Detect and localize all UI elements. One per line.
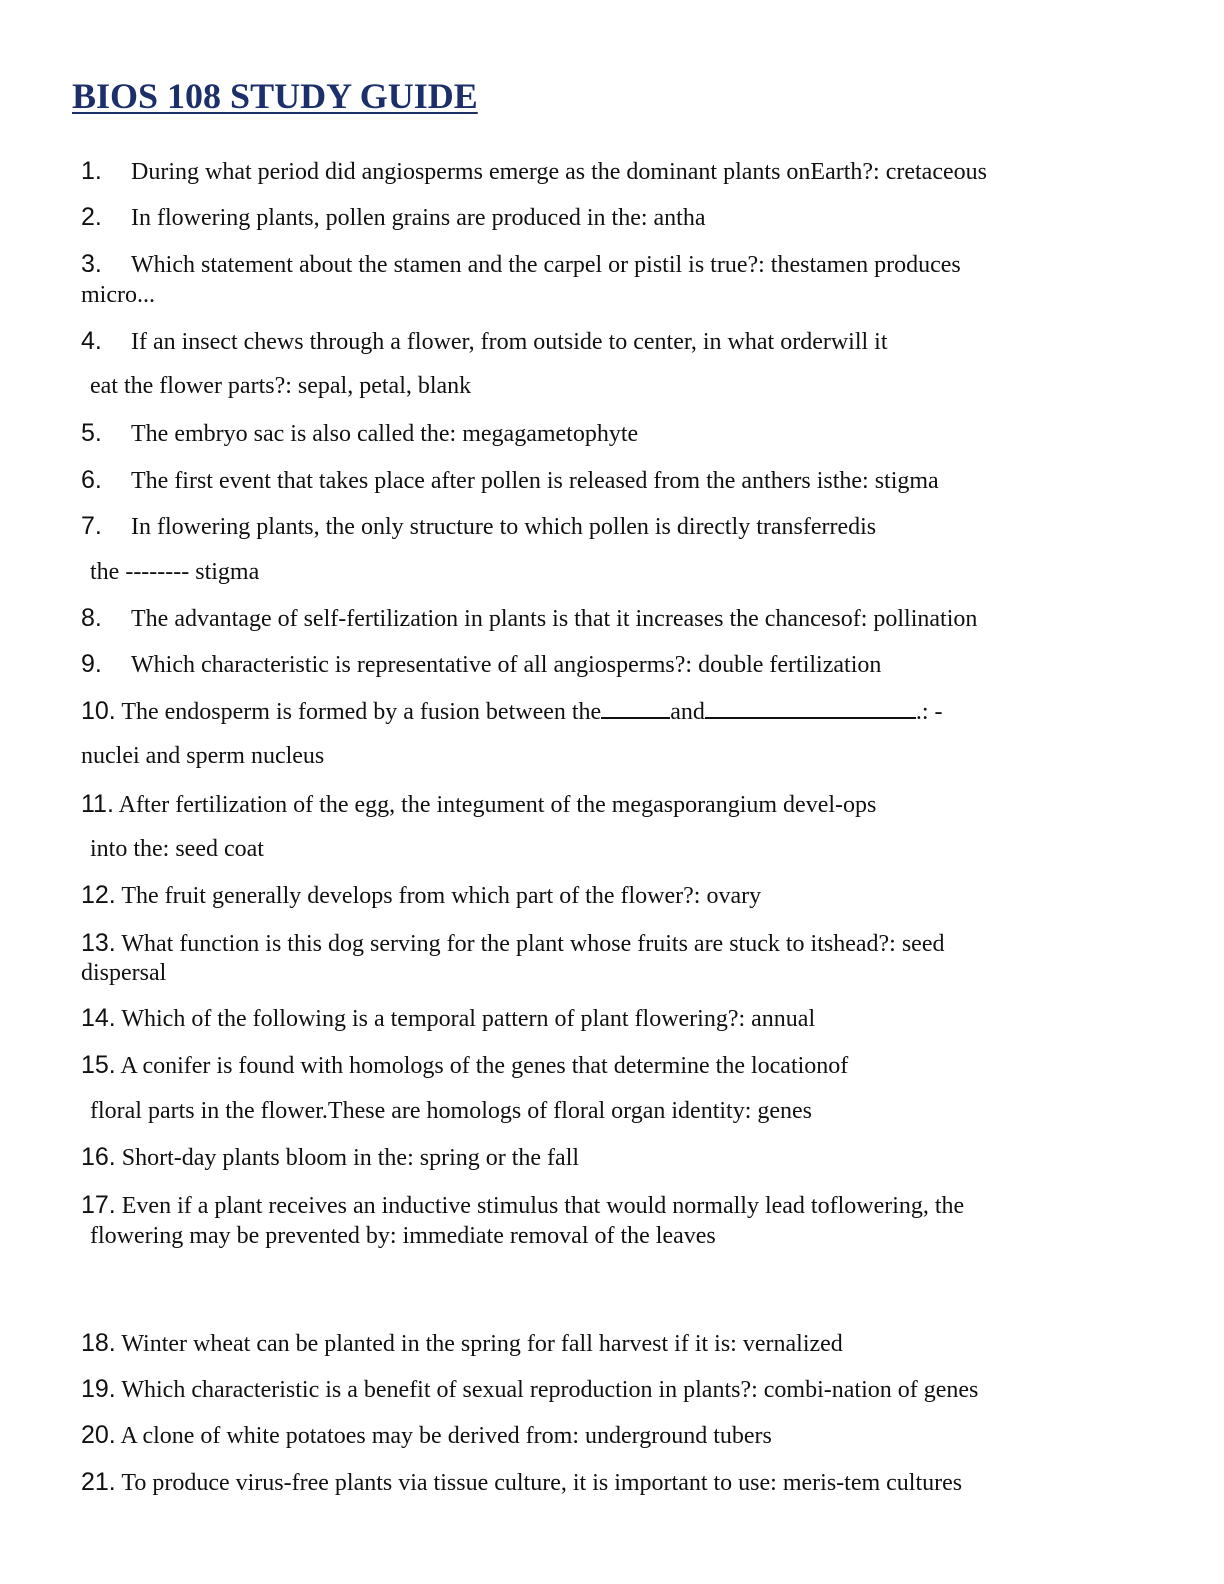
question-number: 14. <box>81 1004 116 1032</box>
question-text: During what period did angiosperms emerge as the dominant plants onEarth?: cretaceous <box>131 159 987 185</box>
question-number: 20. <box>81 1421 116 1449</box>
question-text: After fertilization of the egg, the integument of the megasporangium devel-ops <box>118 792 877 818</box>
question-10 <box>81 695 943 727</box>
question-text: The first event that takes place after pollen is released from the anthers isthe: stigma <box>131 468 939 494</box>
question-7 <box>81 511 876 542</box>
question-text: The advantage of self-fertilization in plants is that it increases the chancesof: pollination <box>131 606 978 632</box>
answer-blank <box>601 695 670 719</box>
question-11 <box>81 789 876 820</box>
question-number: 18. <box>81 1329 116 1357</box>
question-17 <box>81 1190 964 1221</box>
question-number: 6. <box>81 466 102 494</box>
question-10-continuation: nuclei and sperm nucleus <box>81 743 325 769</box>
question-text: In flowering plants, the only structure to which pollen is directly transferredis <box>131 514 877 540</box>
question-7-continuation: the -------- stigma <box>90 559 260 585</box>
question-13-continuation: dispersal <box>81 960 167 986</box>
question-8 <box>81 603 977 634</box>
question-20 <box>81 1420 772 1451</box>
question-text: The fruit generally develops from which part of the flower?: ovary <box>121 883 762 909</box>
question-text: Which characteristic is a benefit of sexual reproduction in plants?: combi-nation of genes <box>121 1377 979 1403</box>
question-number: 2. <box>81 203 102 231</box>
question-text: and <box>670 699 705 725</box>
question-18 <box>81 1328 843 1359</box>
question-text: Which characteristic is representative of all angiosperms?: double fertilization <box>131 652 882 678</box>
question-19 <box>81 1374 978 1405</box>
question-3-continuation: micro... <box>81 282 155 308</box>
page-title: BIOS 108 STUDY GUIDE <box>72 76 478 116</box>
question-text: In flowering plants, pollen grains are produced in the: antha <box>131 205 706 231</box>
question-text: If an insect chews through a flower, from outside to center, in what orderwill it <box>131 329 888 355</box>
question-5 <box>81 418 638 449</box>
question-number: 17. <box>81 1191 116 1219</box>
answer-blank <box>705 695 916 719</box>
question-number: 19. <box>81 1375 116 1403</box>
question-number: 1. <box>81 157 102 185</box>
question-number: 13. <box>81 929 116 957</box>
question-4 <box>81 326 888 357</box>
question-17-continuation: flowering may be prevented by: immediate removal of the leaves <box>90 1223 716 1249</box>
question-text: A clone of white potatoes may be derived from: underground tubers <box>120 1423 772 1449</box>
question-21 <box>81 1467 962 1498</box>
question-number: 9. <box>81 650 102 678</box>
question-number: 12. <box>81 881 116 909</box>
question-6 <box>81 465 939 496</box>
question-number: 8. <box>81 604 102 632</box>
question-number: 21. <box>81 1468 116 1496</box>
question-number: 7. <box>81 512 102 540</box>
question-text: What function is this dog serving for the plant whose fruits are stuck to itshead?: seed <box>121 931 945 957</box>
question-text: Even if a plant receives an inductive stimulus that would normally lead toflowering, the <box>121 1193 965 1219</box>
question-9 <box>81 649 881 680</box>
question-15 <box>81 1050 848 1081</box>
question-text: The endosperm is formed by a fusion between the <box>121 699 602 725</box>
question-text: Which statement about the stamen and the carpel or pistil is true?: thestamen produces <box>131 252 961 278</box>
question-4-continuation: eat the flower parts?: sepal, petal, blank <box>90 373 472 399</box>
question-text: Which of the following is a temporal pattern of plant flowering?: annual <box>121 1006 816 1032</box>
question-number: 15. <box>81 1051 116 1079</box>
question-number: 11. <box>81 790 114 818</box>
question-number: 10. <box>81 697 116 725</box>
question-number: 16. <box>81 1143 116 1171</box>
question-number: 3. <box>81 250 102 278</box>
question-16 <box>81 1142 579 1173</box>
question-12 <box>81 880 761 911</box>
question-13 <box>81 928 944 959</box>
question-text: .: - <box>915 699 943 725</box>
question-text: Winter wheat can be planted in the spring for fall harvest if it is: vernalized <box>121 1331 843 1357</box>
question-11-continuation: into the: seed coat <box>90 836 264 862</box>
question-1 <box>81 156 987 187</box>
question-2 <box>81 202 706 233</box>
question-3 <box>81 249 961 280</box>
question-text: Short-day plants bloom in the: spring or the fall <box>121 1145 580 1171</box>
question-text: To produce virus-free plants via tissue culture, it is important to use: meris-tem cultures <box>121 1470 963 1496</box>
question-number: 5. <box>81 419 102 447</box>
question-15-continuation: floral parts in the flower.These are homologs of floral organ identity: genes <box>90 1098 813 1124</box>
question-text: A conifer is found with homologs of the genes that determine the locationof <box>120 1053 849 1079</box>
question-number: 4. <box>81 327 102 355</box>
question-14 <box>81 1003 815 1034</box>
question-text: The embryo sac is also called the: megagametophyte <box>131 421 639 447</box>
